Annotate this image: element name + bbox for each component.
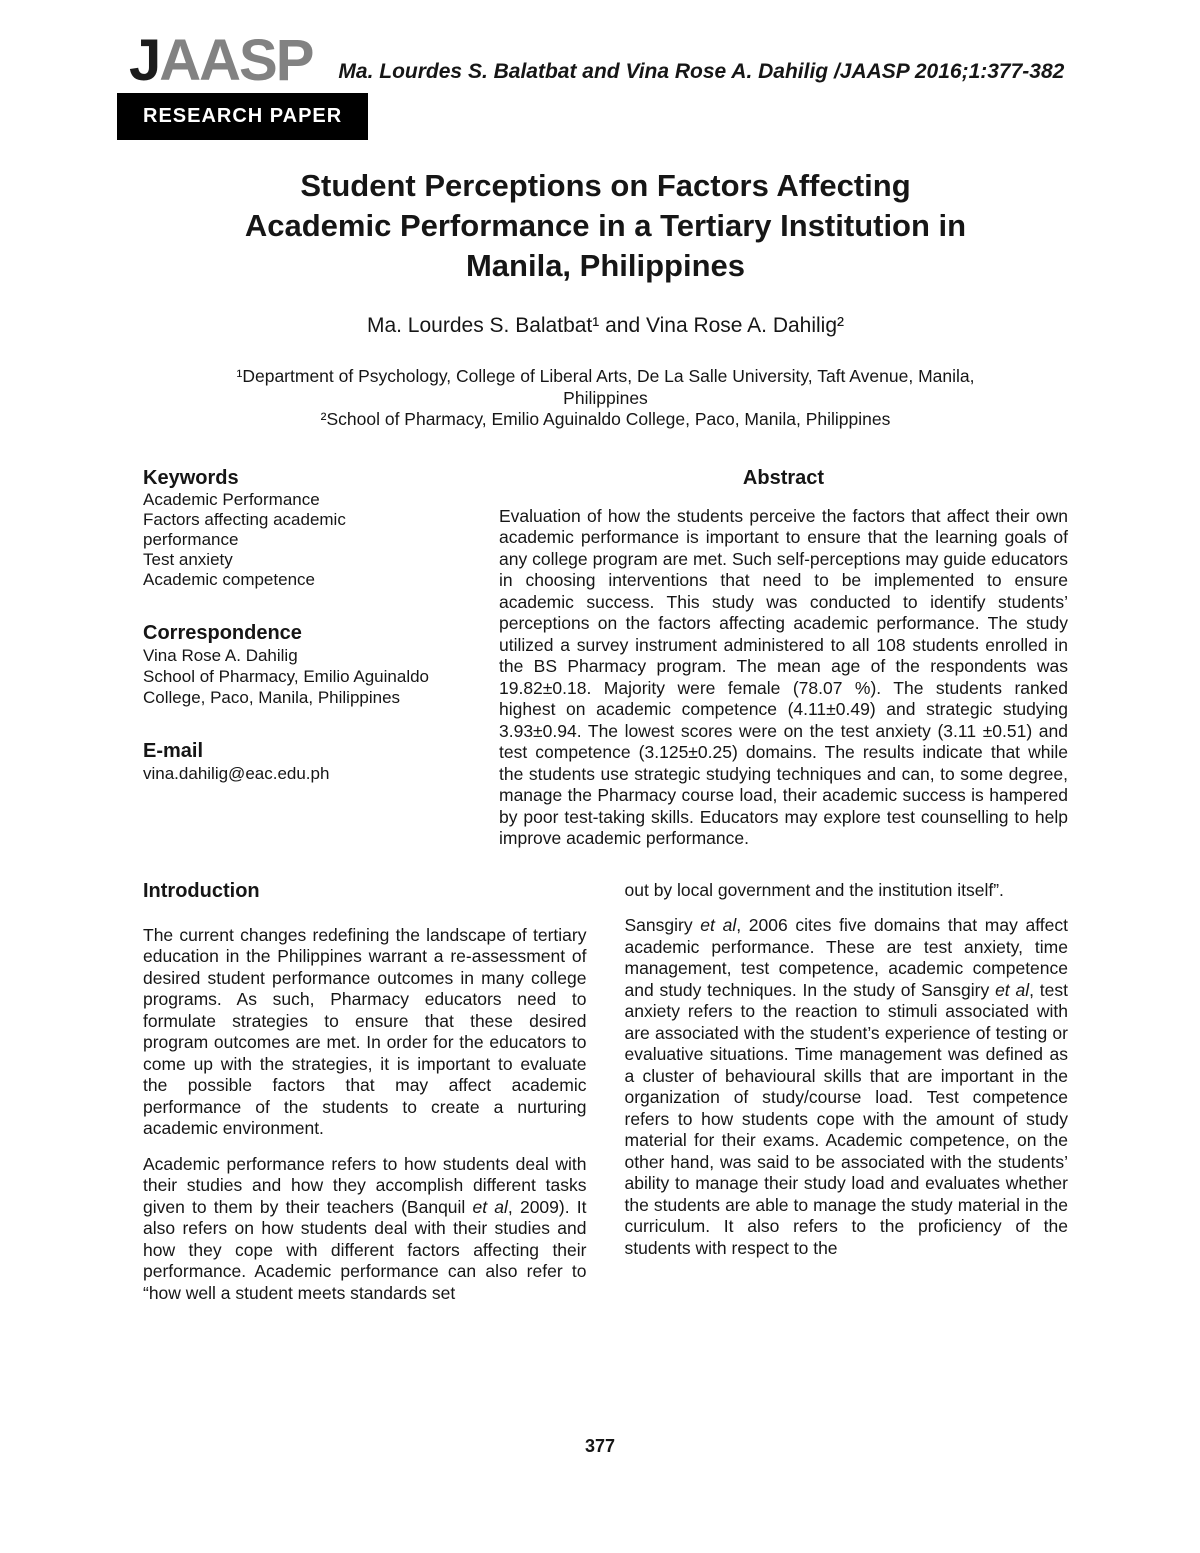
- jaasp-logo: [129, 28, 313, 93]
- intro-paragraph: Academic performance refers to how students deal with their studies and how they accomplish different tasks given to them by their teachers (Banquil et al, 2009). It also refers on how students deal with their studies and how they cope with different factors affecting their performance. Academic performance can also refer to “how well a student meets standards set: [143, 1153, 587, 1303]
- abstract-heading: Abstract: [742, 466, 825, 489]
- intro-paragraph: The current changes redefining the landscape of tertiary education in the Philippines warrant a re-assessment of desired student performance outcomes in many college programs. As such, Pharmacy educators need to formulate strategies to ensure that these desired program outcomes are met. In order for the educators to come up with the strategies, it is important to evaluate the possible factors that may affect academic performance of the students to create a nurturing academic environment.: [143, 924, 587, 1139]
- article-title-line-3: Manila, Philippines: [465, 248, 746, 284]
- affiliation-line-3: ²School of Pharmacy, Emilio Aguinaldo College, Paco, Manila, Philippines: [320, 409, 891, 430]
- logo-letters-aasp: AASP: [159, 28, 313, 93]
- keyword-item: Academic competence: [143, 569, 315, 589]
- affiliation-line-2: Philippines: [563, 387, 648, 408]
- correspondence-heading: Correspondence: [143, 621, 302, 644]
- article-title-line-2: Academic Performance in a Tertiary Institution in: [244, 208, 967, 244]
- intro-paragraph: Sansgiry et al, 2006 cites five domains that may affect academic performance. These are test anxiety, time management, test competence, academic competence and study techniques. In the study of Sansgiry et al, test anxiety refers to the reaction to stimuli associated with are associated with the student’s experience of testing or evaluative situations. Time management was defined as a cluster of behavioural skills that are important in the organization of study/course load. Test competence refers to how students cope with the amount of study material for their exams. Academic competence, on the other hand, was said to be associated with the students’ ability to manage their study load and evaluates whether the students are able to manage the study material in the curriculum. It also refers to the proficiency of the students with respect to the: [624, 915, 1069, 1258]
- abstract-body: Evaluation of how the students perceive the factors that affect their own academic performance is important to ensure that the learning goals of any college program are met. Such self-perceptions may guide educators in choosing interventions that need to be implemented to ensure academic success. This study was conducted to identify students’ perceptions on the factors affecting academic performance. The study utilized a survey instrument administered to all 108 students enrolled in the BS Pharmacy program. The mean age of the respondents was 19.82±0.18. Majority were female (78.07 %). The students ranked highest on academic competence (4.11±0.49) and strategic studying 3.93±0.94. The lowest scores were on the test anxiety (3.11 ±0.51) and test competence (3.125±0.25) domains. The results indicate that while the students use strategic studying techniques and can, to some degree, manage the Pharmacy course load, their academic success is hampered by poor test-taking skills. Educators may explore test counselling to help improve academic performance.: [499, 505, 1068, 849]
- logo-letter-j: J: [129, 28, 160, 93]
- keywords-abstract-section: [143, 467, 1068, 850]
- authors-line: Ma. Lourdes S. Balatbat¹ and Vina Rose A. Dahilig²: [366, 314, 845, 338]
- sidebar: [143, 467, 461, 850]
- page-header: [129, 28, 1068, 93]
- running-head-citation: Ma. Lourdes S. Balatbat and Vina Rose A. Dahilig /JAASP 2016;1:377-382: [338, 60, 1065, 84]
- research-paper-badge: RESEARCH PAPER: [117, 93, 368, 140]
- introduction-right-column: [625, 880, 1069, 1319]
- introduction-heading: Introduction: [143, 879, 260, 902]
- keyword-item: Factors affecting academic performance: [143, 509, 346, 549]
- article-title: [143, 166, 1068, 286]
- introduction-section: [143, 880, 1068, 1319]
- email-heading: E-mail: [143, 739, 204, 762]
- page-number: 377: [584, 1436, 616, 1456]
- keyword-item: Test anxiety: [143, 549, 233, 569]
- keyword-item: Academic Performance: [143, 489, 320, 509]
- affiliations: [143, 366, 1068, 431]
- abstract-section: [499, 467, 1068, 850]
- intro-paragraph: out by local government and the institution itself”.: [624, 879, 1004, 900]
- affiliation-line-1: ¹Department of Psychology, College of Liberal Arts, De La Salle University, Taft Avenue, Manila,: [236, 366, 975, 387]
- correspondence-name: Vina Rose A. Dahilig: [143, 645, 298, 665]
- introduction-left-column: [143, 880, 587, 1319]
- article-title-line-1: Student Perceptions on Factors Affecting: [300, 168, 911, 204]
- correspondence-address: School of Pharmacy, Emilio Aguinaldo College, Paco, Manila, Philippines: [143, 666, 430, 707]
- keywords-heading: Keywords: [143, 466, 239, 489]
- email-address: vina.dahilig@eac.edu.ph: [143, 763, 330, 783]
